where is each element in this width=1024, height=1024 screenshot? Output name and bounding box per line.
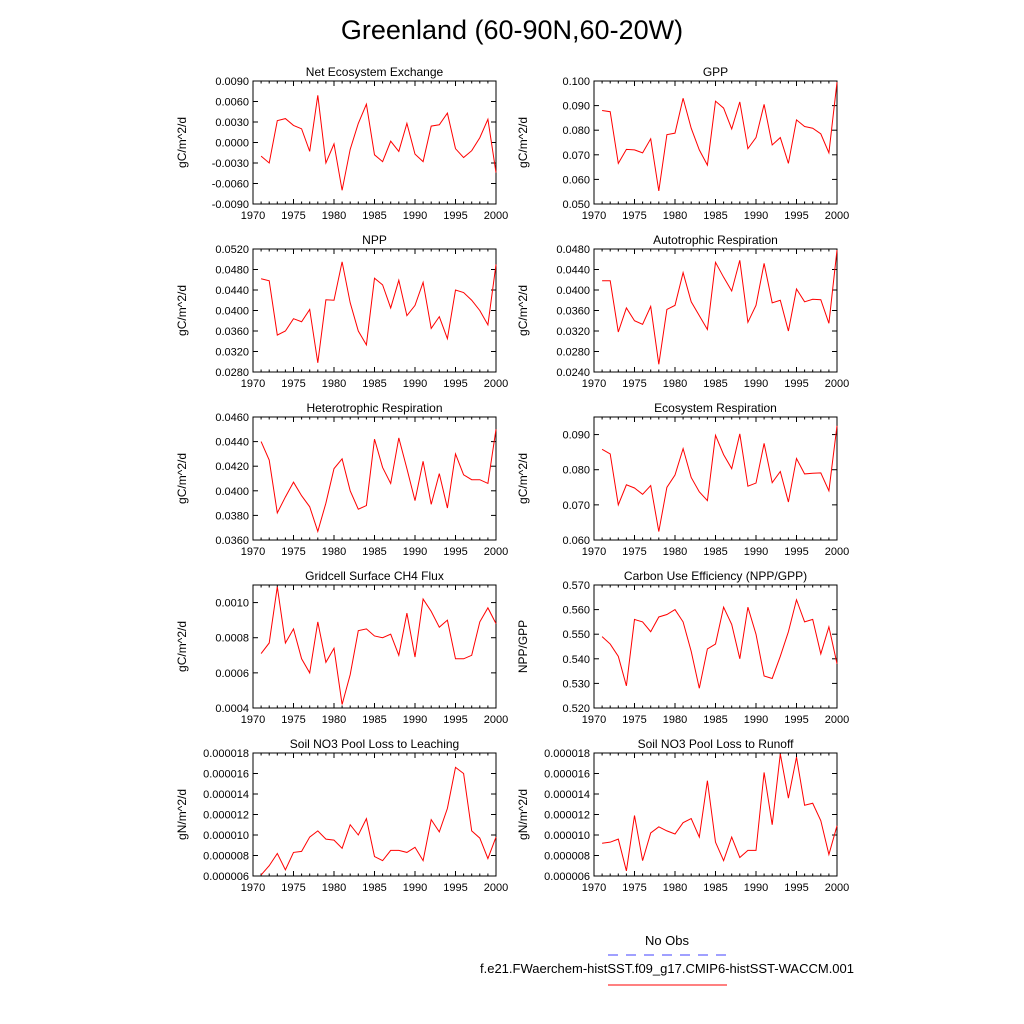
plot-frame xyxy=(253,585,496,708)
y-tick-label: 0.0004 xyxy=(215,703,249,715)
y-axis-label: NPP/GPP xyxy=(516,619,530,674)
y-tick-label: 0.000018 xyxy=(544,748,590,760)
panel-title: Autotrophic Respiration xyxy=(653,233,778,247)
x-tick-label: 2000 xyxy=(483,378,509,390)
y-tick-label: 0.000012 xyxy=(544,809,590,822)
y-tick-label: 0.070 xyxy=(562,499,590,512)
y-tick-label: 0.0520 xyxy=(215,244,249,256)
y-tick-label: 0.570 xyxy=(562,580,590,592)
y-tick-label: -0.0060 xyxy=(211,178,249,191)
x-tick-label: 1980 xyxy=(321,210,347,222)
legend-obs-label: No Obs xyxy=(644,933,690,948)
series-line-soil-no3-pool-loss-to-runoff xyxy=(602,754,837,871)
x-tick-label: 1975 xyxy=(281,714,306,726)
y-tick-label: 0.070 xyxy=(562,149,590,162)
panel-net-ecosystem-exchange xyxy=(175,65,508,222)
y-tick-label: 0.0400 xyxy=(215,305,249,318)
x-tick-label: 1990 xyxy=(743,714,769,726)
y-axis-label: gN/m^2/d xyxy=(516,789,530,840)
panel-title: Soil NO3 Pool Loss to Leaching xyxy=(289,737,460,751)
x-tick-label: 2000 xyxy=(824,210,850,222)
x-tick-label: 2000 xyxy=(483,546,509,558)
y-tick-label: 0.0010 xyxy=(215,597,249,610)
panel-title: Ecosystem Respiration xyxy=(654,401,777,415)
y-tick-label: 0.050 xyxy=(562,199,590,211)
y-tick-label: 0.0480 xyxy=(556,244,590,256)
x-tick-label: 1985 xyxy=(362,714,387,726)
x-tick-label: 1980 xyxy=(321,882,347,894)
x-tick-label: 1970 xyxy=(581,714,607,726)
y-tick-label: 0.0360 xyxy=(215,326,249,338)
x-tick-label: 1975 xyxy=(622,210,647,222)
y-tick-label: -0.0090 xyxy=(211,199,249,211)
x-tick-label: 1995 xyxy=(784,378,809,390)
x-tick-label: 1990 xyxy=(743,378,769,390)
x-tick-label: 1985 xyxy=(703,714,728,726)
x-tick-label: 1970 xyxy=(581,210,607,222)
y-tick-label: 0.530 xyxy=(562,678,590,691)
x-tick-label: 1995 xyxy=(443,378,468,390)
x-tick-label: 1995 xyxy=(784,546,809,558)
series-line-npp xyxy=(261,262,496,363)
x-tick-label: 1990 xyxy=(743,546,769,558)
x-tick-label: 1985 xyxy=(362,882,387,894)
x-tick-label: 1975 xyxy=(281,882,306,894)
panel-title: Gridcell Surface CH4 Flux xyxy=(305,569,444,583)
panel-title: Net Ecosystem Exchange xyxy=(305,65,444,79)
x-tick-label: 1975 xyxy=(281,546,306,558)
y-tick-label: 0.090 xyxy=(562,100,590,113)
x-tick-label: 1970 xyxy=(240,378,266,390)
x-tick-label: 1970 xyxy=(240,882,266,894)
y-axis-label: gC/m^2/d xyxy=(175,285,189,336)
y-tick-label: 0.0008 xyxy=(215,632,249,645)
plot-frame xyxy=(594,249,837,372)
y-tick-label: 0.000006 xyxy=(544,871,590,883)
y-tick-label: -0.0030 xyxy=(211,158,249,170)
panel-title: Carbon Use Efficiency (NPP/GPP) xyxy=(623,569,808,583)
panel-title: Soil NO3 Pool Loss to Runoff xyxy=(637,737,794,751)
plot-frame xyxy=(253,417,496,540)
y-tick-label: 0.520 xyxy=(562,703,590,715)
panel-soil-no3-pool-loss-to-leaching xyxy=(175,737,508,894)
x-tick-label: 1975 xyxy=(622,546,647,558)
y-tick-label: 0.0030 xyxy=(215,117,249,129)
series-line-net-ecosystem-exchange xyxy=(261,95,496,190)
y-tick-label: 0.0006 xyxy=(215,667,249,680)
plot-frame xyxy=(253,81,496,204)
x-tick-label: 1975 xyxy=(622,378,647,390)
series-line-carbon-use-efficiency-npp-gpp xyxy=(602,600,837,689)
y-tick-label: 0.060 xyxy=(562,535,590,547)
panel-gpp xyxy=(516,65,849,222)
y-tick-label: 0.000006 xyxy=(203,871,249,883)
x-tick-label: 1990 xyxy=(402,546,428,558)
y-tick-label: 0.540 xyxy=(562,653,590,666)
y-tick-label: 0.060 xyxy=(562,174,590,187)
plot-frame xyxy=(594,585,837,708)
panel-title: GPP xyxy=(702,65,729,79)
y-tick-label: 0.0420 xyxy=(215,461,249,474)
y-tick-label: 0.0480 xyxy=(215,264,249,277)
y-tick-label: 0.080 xyxy=(562,464,590,477)
x-tick-label: 1990 xyxy=(402,882,428,894)
series-line-soil-no3-pool-loss-to-leaching xyxy=(261,767,496,875)
x-tick-label: 1975 xyxy=(622,882,647,894)
plot-frame xyxy=(594,753,837,876)
x-tick-label: 1990 xyxy=(743,210,769,222)
x-tick-label: 2000 xyxy=(483,714,509,726)
x-tick-label: 1995 xyxy=(443,882,468,894)
x-tick-label: 1990 xyxy=(402,210,428,222)
x-tick-label: 1970 xyxy=(240,546,266,558)
panel-heterotrophic-respiration xyxy=(175,401,508,558)
x-tick-label: 1980 xyxy=(662,714,688,726)
x-tick-label: 1980 xyxy=(662,210,688,222)
y-tick-label: 0.090 xyxy=(562,429,590,442)
y-axis-label: gC/m^2/d xyxy=(175,621,189,672)
y-tick-label: 0.0400 xyxy=(215,485,249,498)
y-tick-label: 0.0000 xyxy=(215,137,249,150)
x-tick-label: 1970 xyxy=(240,210,266,222)
x-tick-label: 1995 xyxy=(443,210,468,222)
plot-frame xyxy=(253,249,496,372)
y-tick-label: 0.560 xyxy=(562,604,590,617)
y-tick-label: 0.0090 xyxy=(215,76,249,88)
y-tick-label: 0.0240 xyxy=(556,367,590,379)
x-tick-label: 2000 xyxy=(824,714,850,726)
x-tick-label: 1970 xyxy=(581,546,607,558)
x-tick-label: 1985 xyxy=(703,882,728,894)
y-tick-label: 0.000014 xyxy=(544,789,590,801)
x-tick-label: 1970 xyxy=(240,714,266,726)
y-tick-label: 0.0440 xyxy=(215,285,249,297)
panel-title: NPP xyxy=(362,233,387,247)
x-tick-label: 1970 xyxy=(581,882,607,894)
y-tick-label: 0.000012 xyxy=(203,809,249,822)
y-tick-label: 0.000018 xyxy=(203,748,249,760)
y-axis-label: gC/m^2/d xyxy=(516,285,530,336)
page-title: Greenland (60-90N,60-20W) xyxy=(340,15,684,45)
y-tick-label: 0.0060 xyxy=(215,96,249,109)
x-tick-label: 1980 xyxy=(321,714,347,726)
x-tick-label: 1980 xyxy=(321,546,347,558)
x-tick-label: 1975 xyxy=(281,378,306,390)
x-tick-label: 1995 xyxy=(784,714,809,726)
x-tick-label: 2000 xyxy=(824,546,850,558)
y-tick-label: 0.000010 xyxy=(203,830,249,842)
plot-frame xyxy=(594,81,837,204)
x-tick-label: 1990 xyxy=(402,378,428,390)
legend xyxy=(480,933,854,985)
panel-soil-no3-pool-loss-to-runoff xyxy=(516,737,849,894)
x-tick-label: 1975 xyxy=(622,714,647,726)
y-axis-label: gC/m^2/d xyxy=(175,117,189,168)
series-line-gridcell-surface-ch4-flux xyxy=(261,587,496,705)
panel-npp xyxy=(175,233,508,390)
x-tick-label: 1985 xyxy=(362,378,387,390)
y-axis-label: gN/m^2/d xyxy=(175,789,189,840)
plot-frame xyxy=(253,753,496,876)
x-tick-label: 1980 xyxy=(662,882,688,894)
x-tick-label: 1970 xyxy=(581,378,607,390)
panel-carbon-use-efficiency-npp-gpp xyxy=(516,569,849,726)
x-tick-label: 2000 xyxy=(824,882,850,894)
panel-autotrophic-respiration xyxy=(516,233,849,390)
x-tick-label: 1980 xyxy=(662,546,688,558)
x-tick-label: 1990 xyxy=(402,714,428,726)
series-line-gpp xyxy=(602,82,837,191)
y-axis-label: gC/m^2/d xyxy=(175,453,189,504)
y-tick-label: 0.000008 xyxy=(544,850,590,863)
x-tick-label: 1985 xyxy=(362,210,387,222)
x-tick-label: 1985 xyxy=(703,210,728,222)
y-tick-label: 0.0360 xyxy=(215,535,249,547)
y-tick-label: 0.000010 xyxy=(544,830,590,842)
y-tick-label: 0.000008 xyxy=(203,850,249,863)
y-tick-label: 0.080 xyxy=(562,125,590,138)
y-tick-label: 0.550 xyxy=(562,629,590,642)
y-tick-label: 0.0320 xyxy=(215,346,249,359)
x-tick-label: 1985 xyxy=(362,546,387,558)
y-tick-label: 0.0280 xyxy=(556,346,590,359)
series-line-heterotrophic-respiration xyxy=(261,429,496,531)
y-tick-label: 0.0400 xyxy=(556,285,590,297)
x-tick-label: 2000 xyxy=(824,378,850,390)
x-tick-label: 1980 xyxy=(662,378,688,390)
panel-ecosystem-respiration xyxy=(516,401,849,558)
x-tick-label: 1995 xyxy=(784,882,809,894)
x-tick-label: 2000 xyxy=(483,210,509,222)
x-tick-label: 2000 xyxy=(483,882,509,894)
y-axis-label: gC/m^2/d xyxy=(516,117,530,168)
series-line-ecosystem-respiration xyxy=(602,426,837,532)
y-axis-label: gC/m^2/d xyxy=(516,453,530,504)
y-tick-label: 0.0320 xyxy=(556,326,590,338)
x-tick-label: 1990 xyxy=(743,882,769,894)
y-tick-label: 0.100 xyxy=(562,76,590,88)
x-tick-label: 1980 xyxy=(321,378,347,390)
x-tick-label: 1995 xyxy=(443,714,468,726)
series-line-autotrophic-respiration xyxy=(602,250,837,364)
panel-title: Heterotrophic Respiration xyxy=(306,401,443,415)
legend-run-label: f.e21.FWaerchem-histSST.f09_g17.CMIP6-histSST-WACCM.001 xyxy=(480,961,854,976)
y-tick-label: 0.000016 xyxy=(544,768,590,781)
y-tick-label: 0.0440 xyxy=(556,264,590,277)
y-tick-label: 0.0460 xyxy=(215,412,249,424)
x-tick-label: 1985 xyxy=(703,378,728,390)
x-tick-label: 1995 xyxy=(784,210,809,222)
x-tick-label: 1985 xyxy=(703,546,728,558)
y-tick-label: 0.0380 xyxy=(215,510,249,523)
y-tick-label: 0.0360 xyxy=(556,305,590,318)
y-tick-label: 0.000014 xyxy=(203,789,249,801)
y-tick-label: 0.0280 xyxy=(215,367,249,379)
x-tick-label: 1995 xyxy=(443,546,468,558)
y-tick-label: 0.000016 xyxy=(203,768,249,781)
panel-gridcell-surface-ch4-flux xyxy=(175,569,508,726)
y-tick-label: 0.0440 xyxy=(215,436,249,449)
x-tick-label: 1975 xyxy=(281,210,306,222)
